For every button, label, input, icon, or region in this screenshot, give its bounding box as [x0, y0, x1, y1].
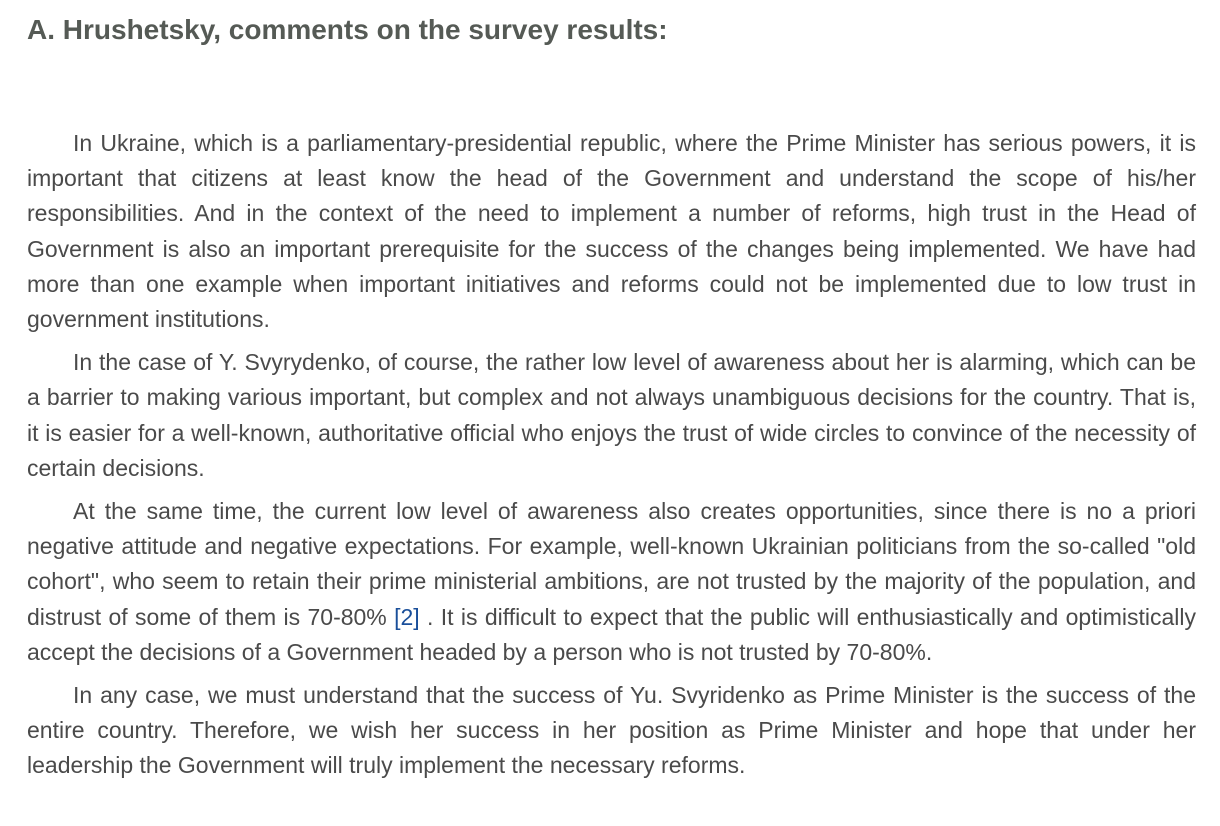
paragraph-3-text-after: . It is difficult to expect that the public will enthusiastically and optimistically accept the decisions of a Government headed by a person who is not trusted by 70-80%. — [27, 603, 1197, 665]
article-body — [27, 126, 1196, 784]
paragraph-1: In Ukraine, which is a parliamentary-presidential republic, where the Prime Minister has serious powers, it is important that citizens at least know the head of the Government and understand the scope of his/her responsibilities. And in the context of the need to implement a number of reforms, high trust in the Head of Government is also an important prerequisite for the success of the changes being implemented. We have had more than one example when important initiatives and reforms could not be implemented due to low trust in government institutions. — [27, 130, 1196, 333]
paragraph-3 — [27, 494, 1196, 670]
paragraph-3-text-before: At the same time, the current low level of awareness also creates opportunities, since there is no a priori negative attitude and negative expectations. For example, well-known Ukrainian politicians from the so-called "old cohort", who seem to retain their prime ministerial ambitions, are not trusted by the majority of the population, and distrust of some of them is 70-80% — [27, 498, 1196, 630]
paragraph-2: In the case of Y. Svyrydenko, of course, the rather low level of awareness about her is alarming, which can be a barrier to making various important, but complex and not always unambiguous decisions for the country. That is, it is easier for a well-known, authoritative official who enjoys the trust of wide circles to convince of the necessity of certain decisions. — [27, 349, 1196, 481]
article-heading: A. Hrushetsky, comments on the survey results: — [27, 14, 668, 45]
article — [27, 0, 1196, 792]
footnote-link-2[interactable]: [2] — [394, 603, 420, 630]
paragraph-4: In any case, we must understand that the success of Yu. Svyridenko as Prime Minister is the success of the entire country. Therefore, we wish her success in her position as Prime Minister and hope that under her leadership the Government will truly implement the necessary reforms. — [27, 682, 1196, 779]
